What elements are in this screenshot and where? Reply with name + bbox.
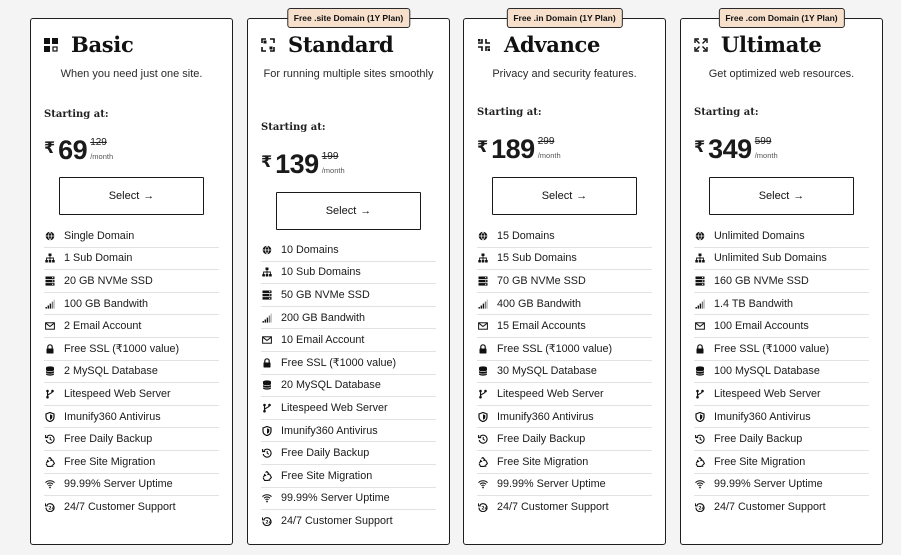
grid-icon [44,38,58,52]
feature-item [694,406,869,429]
feature-text: 10 Email Account [281,334,365,347]
feature-item [261,239,436,262]
expand-icon [261,38,275,52]
feature-item [694,496,869,519]
price-row [261,149,345,179]
feature-text: 24/7 Customer Support [64,501,176,514]
lock-icon [44,343,55,354]
mail-icon [44,321,55,332]
feature-item [477,270,652,293]
feature-item [477,248,652,271]
mail-icon [694,321,705,332]
mail-icon [477,321,488,332]
plan-tagline: Get optimized web resources. [708,68,855,80]
select-label: Select [325,205,357,217]
per-month: /month [90,152,114,161]
signal-icon [44,298,55,309]
feature-item [694,451,869,474]
shield-icon [477,411,488,422]
feature-text: Free Daily Backup [281,447,370,460]
feature-item [477,496,652,519]
feature-text: Free Site Migration [714,455,806,468]
signal-icon [694,298,705,309]
feature-text: Litespeed Web Server [497,387,604,400]
pipe-icon [694,388,705,399]
price: 139 [275,149,319,179]
plan-name: Advance [504,32,601,57]
plan-name: Standard [288,32,394,57]
feature-text: 10 Domains [281,243,339,256]
recycle-icon [694,456,705,467]
support-icon [477,502,488,513]
compress-icon [477,38,491,52]
server-icon [477,275,488,286]
history-icon [477,434,488,445]
old-price: 599 [754,136,772,147]
feature-item [694,270,869,293]
per-month: /month [754,151,778,160]
feature-text: Imunify360 Antivirus [64,410,161,423]
feature-text: 400 GB Bandwith [497,297,582,310]
plan-header [694,32,821,57]
feature-item [261,284,436,307]
history-icon [694,434,705,445]
domain-badge: Free .in Domain (1Y Plan) [506,8,622,28]
feature-text: 30 MySQL Database [497,365,597,378]
feature-item [694,225,869,248]
feature-text: Free Daily Backup [714,433,803,446]
feature-text: Litespeed Web Server [64,387,171,400]
feature-text: Free SSL (₹1000 value) [281,357,397,370]
feature-text: 24/7 Customer Support [714,501,826,514]
lock-icon [261,357,272,368]
feature-item [261,375,436,398]
shield-icon [261,425,272,436]
feature-item [261,307,436,330]
feature-item [261,397,436,420]
currency-symbol: ₹ [44,140,56,157]
feature-item [477,361,652,384]
feature-item [694,248,869,271]
old-price: 199 [321,151,339,162]
svg-text:24: 24 [47,506,55,512]
feature-item [44,406,219,429]
plan-header [477,32,600,57]
plan-card-advance [463,13,666,545]
feature-item [477,383,652,406]
price: 349 [708,134,752,164]
feature-item [694,428,869,451]
feature-item [477,451,652,474]
feature-text: 1.4 TB Bandwith [714,297,794,310]
pipe-icon [261,402,272,413]
globe-icon [44,230,55,241]
feature-item [477,406,652,429]
per-month: /month [537,151,561,160]
shield-icon [694,411,705,422]
feature-list [44,225,219,519]
currency-symbol: ₹ [477,139,489,156]
feature-item [44,451,219,474]
database-icon [261,380,272,391]
server-icon [694,275,705,286]
wifi-icon [694,479,705,490]
feature-item [44,361,219,384]
feature-item [44,270,219,293]
starting-label: Starting at: [477,107,542,118]
arrow-right-icon: → [360,205,372,217]
price-row [44,135,113,165]
price: 189 [491,134,535,164]
feature-text: Unlimited Domains [714,229,805,242]
per-month: /month [321,166,345,175]
plan-tagline: For running multiple sites smoothly [263,68,434,80]
globe-icon [694,230,705,241]
plan-card-standard [247,13,450,545]
feature-item [44,293,219,316]
signal-icon [261,312,272,323]
sitemap-icon [477,253,488,264]
feature-item [477,338,652,361]
feature-text: Litespeed Web Server [714,387,821,400]
currency-symbol: ₹ [694,139,706,156]
old-price: 299 [537,136,555,147]
select-label: Select [108,190,140,202]
feature-item [261,420,436,443]
feature-item [694,383,869,406]
signal-icon [477,298,488,309]
feature-text: Free Daily Backup [497,433,586,446]
plan-card-ultimate [680,13,883,545]
recycle-icon [44,456,55,467]
plan-header [261,32,393,57]
currency-symbol: ₹ [261,154,273,171]
feature-text: Free SSL (₹1000 value) [714,343,830,356]
feature-text: 100 GB Bandwith [64,297,149,310]
server-icon [261,289,272,300]
feature-text: Free SSL (₹1000 value) [497,343,613,356]
feature-list [477,225,652,519]
mail-icon [261,335,272,346]
shield-icon [44,411,55,422]
select-button-standard[interactable] [276,192,421,230]
svg-text:24: 24 [264,520,272,526]
feature-text: Free Site Migration [497,455,589,468]
feature-item [44,383,219,406]
select-label: Select [541,190,573,202]
database-icon [694,366,705,377]
plan-name: Ultimate [721,32,822,57]
select-button-ultimate[interactable] [709,177,854,215]
feature-item [44,428,219,451]
feature-item [261,329,436,352]
feature-list [694,225,869,519]
support-icon [261,516,272,527]
feature-text: 100 MySQL Database [714,365,820,378]
select-button-advance[interactable] [492,177,637,215]
support-icon [694,502,705,513]
feature-text: Free Site Migration [64,455,156,468]
feature-text: 99.99% Server Uptime [497,478,606,491]
feature-text: Imunify360 Antivirus [714,410,811,423]
feature-text: Unlimited Sub Domains [714,252,827,265]
feature-item [44,248,219,271]
starting-label: Starting at: [261,122,326,133]
domain-badge: Free .site Domain (1Y Plan) [287,8,410,28]
feature-text: 20 MySQL Database [281,379,381,392]
feature-text: 99.99% Server Uptime [714,478,823,491]
price-row [694,134,778,164]
arrow-right-icon: → [793,190,805,202]
feature-item [694,338,869,361]
feature-item [44,225,219,248]
old-price: 129 [90,137,107,148]
feature-text: Free Daily Backup [64,433,153,446]
feature-text: 24/7 Customer Support [281,515,393,528]
sitemap-icon [694,253,705,264]
feature-text: 99.99% Server Uptime [281,492,390,505]
plan-tagline: When you need just one site. [60,68,203,80]
history-icon [44,434,55,445]
feature-item [477,474,652,497]
database-icon [477,366,488,377]
select-button-basic[interactable] [59,177,204,215]
history-icon [261,448,272,459]
feature-text: 50 GB NVMe SSD [281,288,370,301]
server-icon [44,275,55,286]
feature-item [261,262,436,285]
feature-item [477,315,652,338]
pipe-icon [44,388,55,399]
arrow-right-icon: → [143,190,155,202]
recycle-icon [261,470,272,481]
support-icon [44,502,55,513]
sitemap-icon [261,267,272,278]
feature-item [261,465,436,488]
feature-text: Imunify360 Antivirus [281,424,378,437]
feature-text: 1 Sub Domain [64,252,133,265]
feature-item [477,225,652,248]
feature-text: 20 GB NVMe SSD [64,274,153,287]
svg-text:24: 24 [697,506,705,512]
sitemap-icon [44,253,55,264]
starting-label: Starting at: [694,107,759,118]
feature-item [694,293,869,316]
lock-icon [477,343,488,354]
arrow-right-icon: → [576,190,588,202]
feature-text: 15 Domains [497,229,555,242]
feature-text: 10 Sub Domains [281,266,361,279]
feature-text: Free SSL (₹1000 value) [64,343,180,356]
pipe-icon [477,388,488,399]
wifi-icon [477,479,488,490]
price: 69 [58,135,88,165]
feature-text: Single Domain [64,229,135,242]
feature-text: 15 Email Accounts [497,320,586,333]
feature-text: 200 GB Bandwith [281,311,366,324]
feature-text: Imunify360 Antivirus [497,410,594,423]
domain-badge: Free .com Domain (1Y Plan) [718,8,844,28]
svg-text:24: 24 [480,506,488,512]
feature-text: Litespeed Web Server [281,401,388,414]
lock-icon [694,343,705,354]
plan-card-basic [30,18,233,545]
feature-text: 99.99% Server Uptime [64,478,173,491]
feature-text: 24/7 Customer Support [497,501,609,514]
price-row [477,134,561,164]
feature-text: 70 GB NVMe SSD [497,274,586,287]
feature-text: 100 Email Accounts [714,320,809,333]
globe-icon [477,230,488,241]
feature-item [44,496,219,519]
feature-item [694,361,869,384]
feature-text: 2 Email Account [64,320,142,333]
select-label: Select [758,190,790,202]
recycle-icon [477,456,488,467]
feature-item [44,338,219,361]
feature-item [694,315,869,338]
feature-text: 160 GB NVMe SSD [714,274,809,287]
plan-tagline: Privacy and security features. [492,68,637,80]
feature-item [261,352,436,375]
feature-item [694,474,869,497]
feature-item [261,488,436,511]
feature-text: 15 Sub Domains [497,252,577,265]
feature-item [261,510,436,533]
feature-list [261,239,436,533]
feature-text: Free Site Migration [281,469,373,482]
starting-label: Starting at: [44,109,109,120]
maximize-icon [694,38,708,52]
wifi-icon [261,493,272,504]
globe-icon [261,244,272,255]
feature-item [44,474,219,497]
database-icon [44,366,55,377]
feature-item [261,442,436,465]
feature-text: 2 MySQL Database [64,365,158,378]
feature-item [477,293,652,316]
plan-header [44,32,133,57]
wifi-icon [44,479,55,490]
feature-item [44,315,219,338]
plan-name: Basic [71,32,134,57]
feature-item [477,428,652,451]
